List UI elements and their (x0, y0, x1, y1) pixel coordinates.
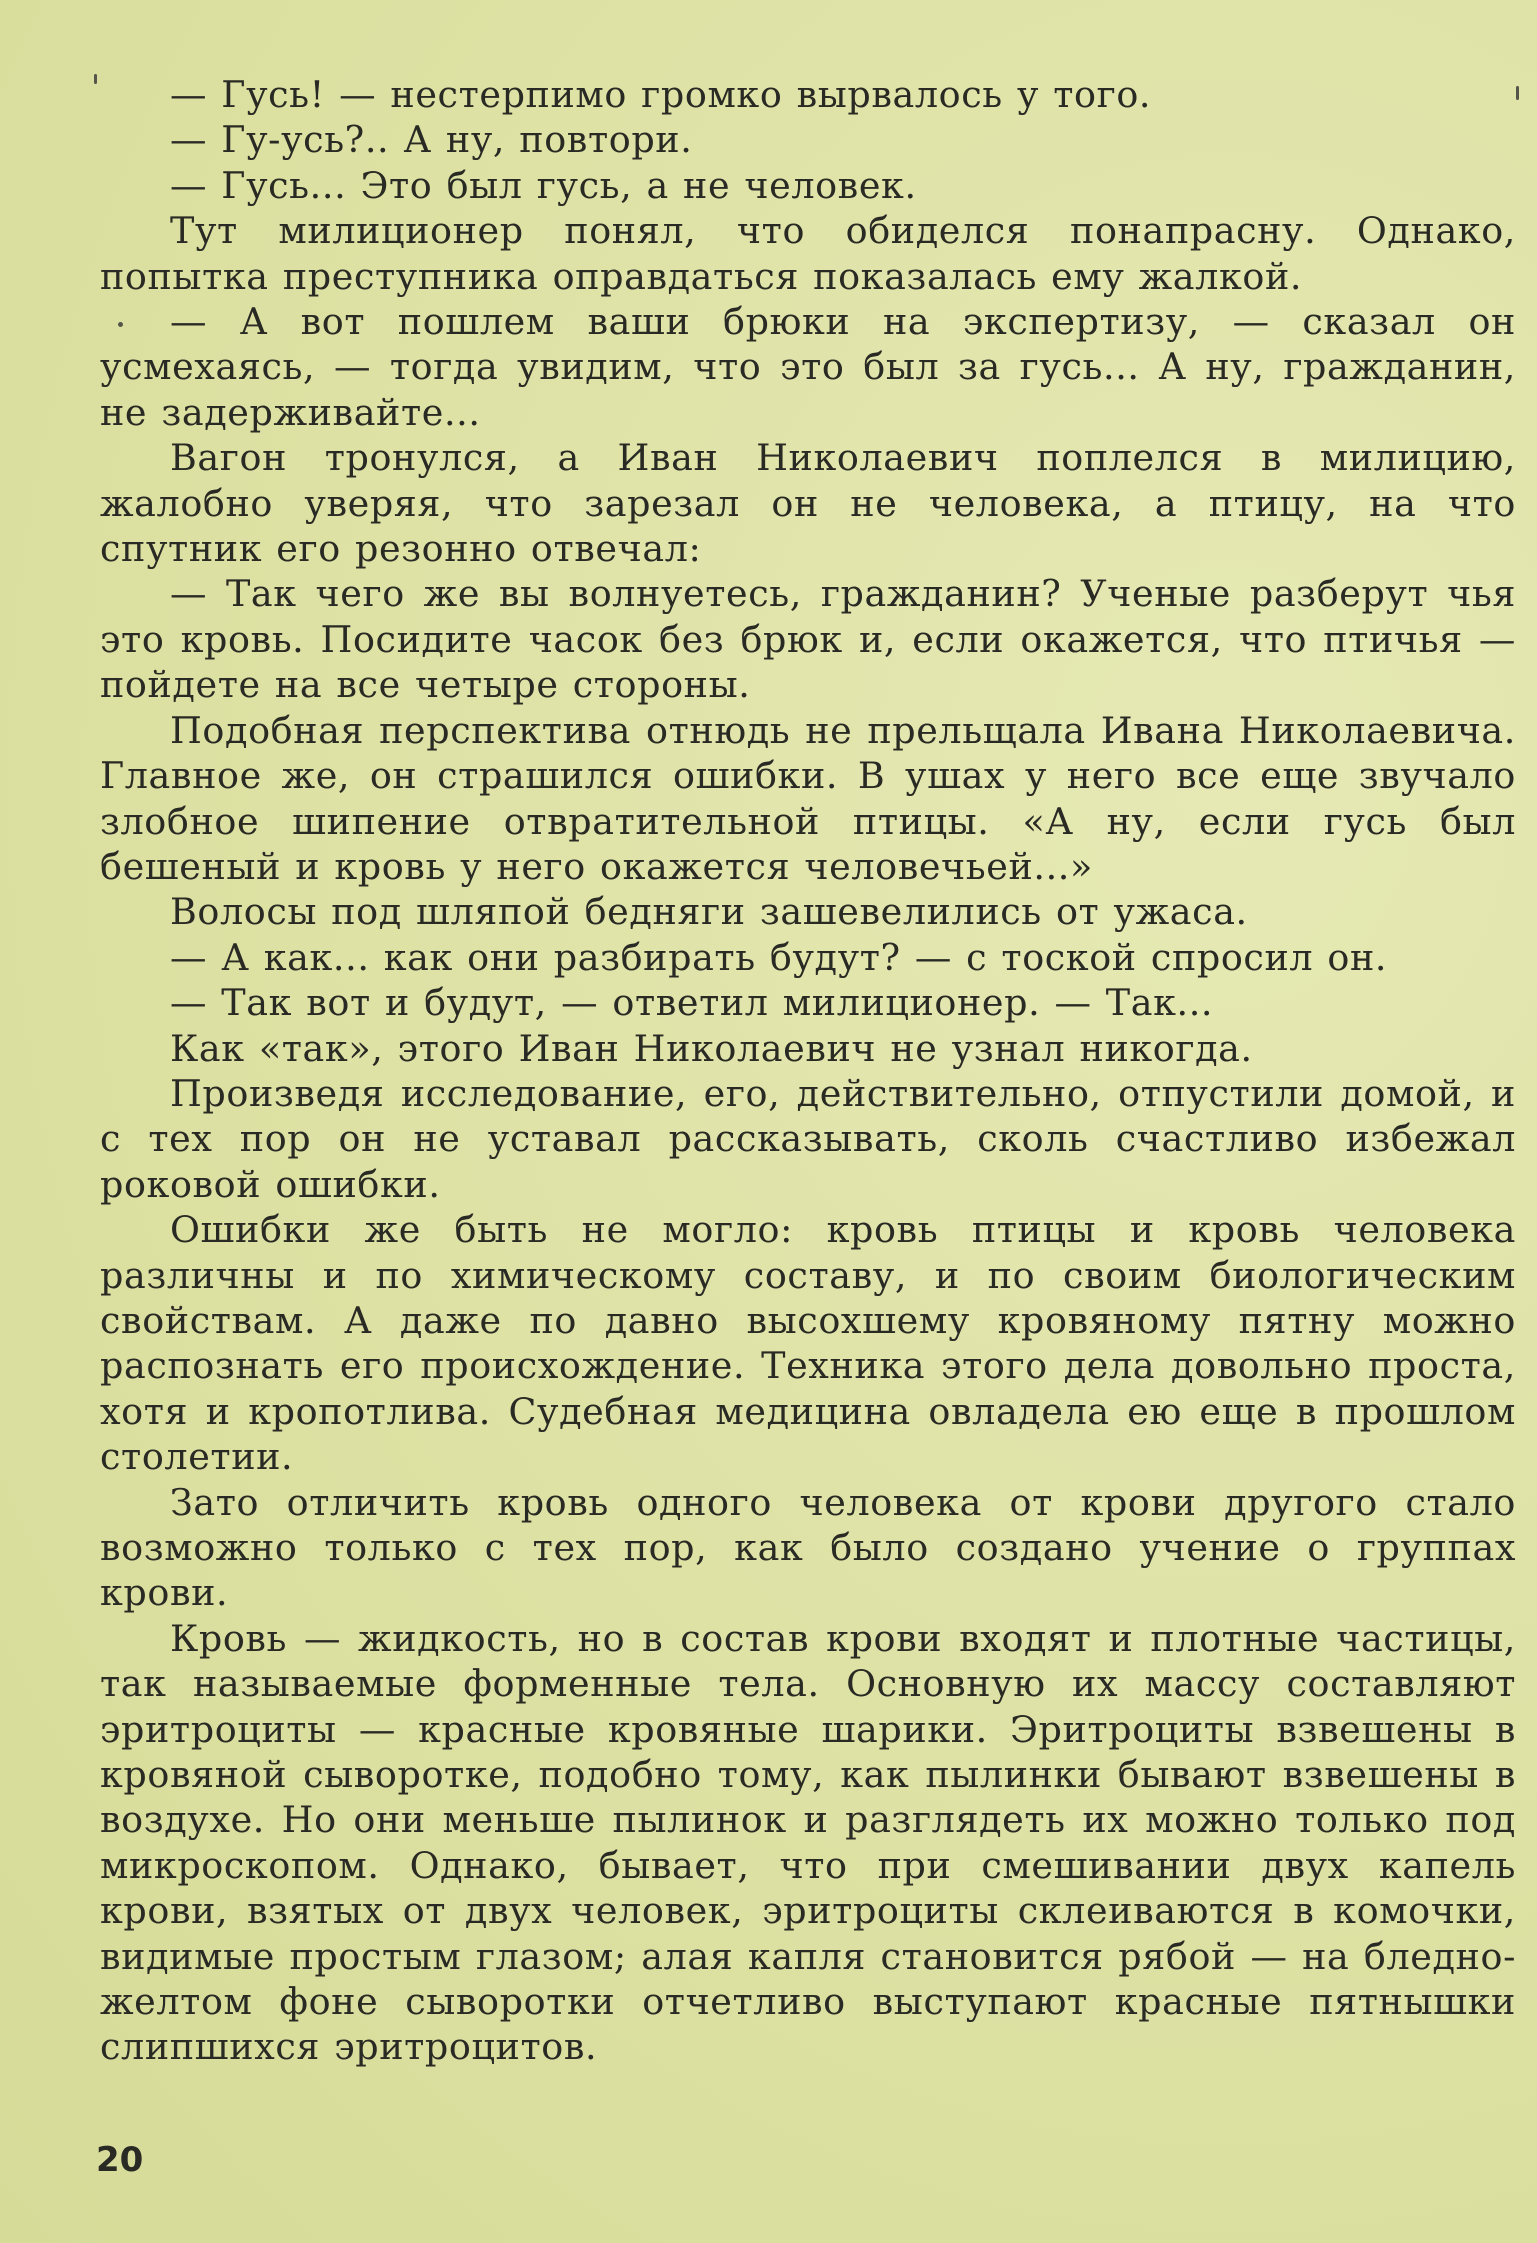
paragraph: Вагон тронулся, а Иван Николаевич поплелся в милицию, жалобно уверяя, что зарезал он не человека, а птицу, на что спутник его резонно отвечал: (100, 436, 1516, 571)
paragraph: Кровь — жидкость, но в состав крови входят и плотные частицы, так называемые форменные тела. Основную их массу составляют эритроциты — красные кровяные шарики. Эритроциты взвешены в кровяной сыворотке, подобно тому, как пылинки бывают взвешены в воздухе. Но они меньше пылинок и разглядеть их можно только под микроскопом. Однако, бывает, что при смешивании двух капель крови, взятых от двух человек, эритроциты склеиваются в комочки, видимые простым глазом; алая капля становится рябой — на бледно-желтом фоне сыворотки отчетливо выступают красные пятнышки слипшихся эритроцитов. (100, 1616, 1516, 2069)
print-speck (1516, 86, 1519, 100)
paragraph: — Гу-усь?.. А ну, повтори. (170, 118, 693, 162)
paragraph: — А как... как они разбирать будут? — с тоской спросил он. (170, 935, 1388, 979)
paragraph: Тут милиционер понял, что обиделся понапрасну. Однако, попытка преступника оправдаться показалась ему жалкой. (100, 209, 1516, 298)
print-speck (94, 74, 97, 84)
paragraph: Ошибки же быть не могло: кровь птицы и кровь человека различны и по химическому составу, и по своим биологическим свойствам. А даже по давно высохшему кровяному пятну можно распознать его происхождение. Техника этого дела довольно проста, хотя и кропотлива. Судебная медицина овладела ею еще в прошлом столетии. (100, 1208, 1516, 1479)
paragraph: Зато отличить кровь одного человека от крови другого стало возможно только с тех пор, как было создано учение о группах крови. (100, 1480, 1516, 1615)
paragraph: Как «так», этого Иван Николаевич не узнал никогда. (170, 1026, 1253, 1070)
paragraph: Произведя исследование, его, действительно, отпустили домой, и с тех пор он не уставал рассказывать, сколь счастливо избежал роковой ошибки. (100, 1071, 1516, 1206)
print-speck (118, 322, 123, 327)
paragraph: Волосы под шляпой бедняги зашевелились от ужаса. (170, 890, 1248, 934)
paragraph: — Гусь... Это был гусь, а не человек. (170, 163, 917, 207)
page-number: 20 (96, 2140, 144, 2180)
paragraph: Подобная перспектива отнюдь не прельщала Ивана Николаевича. Главное же, он страшился ошибки. В ушах у него все еще звучало злобное шипение отвратительной птицы. «А ну, если гусь был бешеный и кровь у него окажется человечьей...» (100, 708, 1516, 888)
paragraph: — Так чего же вы волнуетесь, гражданин? Ученые разберут чья это кровь. Посидите часок без брюк и, если окажется, что птичья — пойдете на все четыре стороны. (100, 572, 1516, 707)
page-body (100, 72, 1516, 2070)
paragraph: — Так вот и будут, — ответил милиционер. — Так... (170, 981, 1214, 1025)
paragraph: — А вот пошлем ваши брюки на экспертизу, — сказал он усмехаясь, — тогда увидим, что это был за гусь... А ну, гражданин, не задерживайте... (100, 300, 1516, 434)
paragraph: — Гусь! — нестерпимо громко вырвалось у того. (170, 73, 1152, 116)
